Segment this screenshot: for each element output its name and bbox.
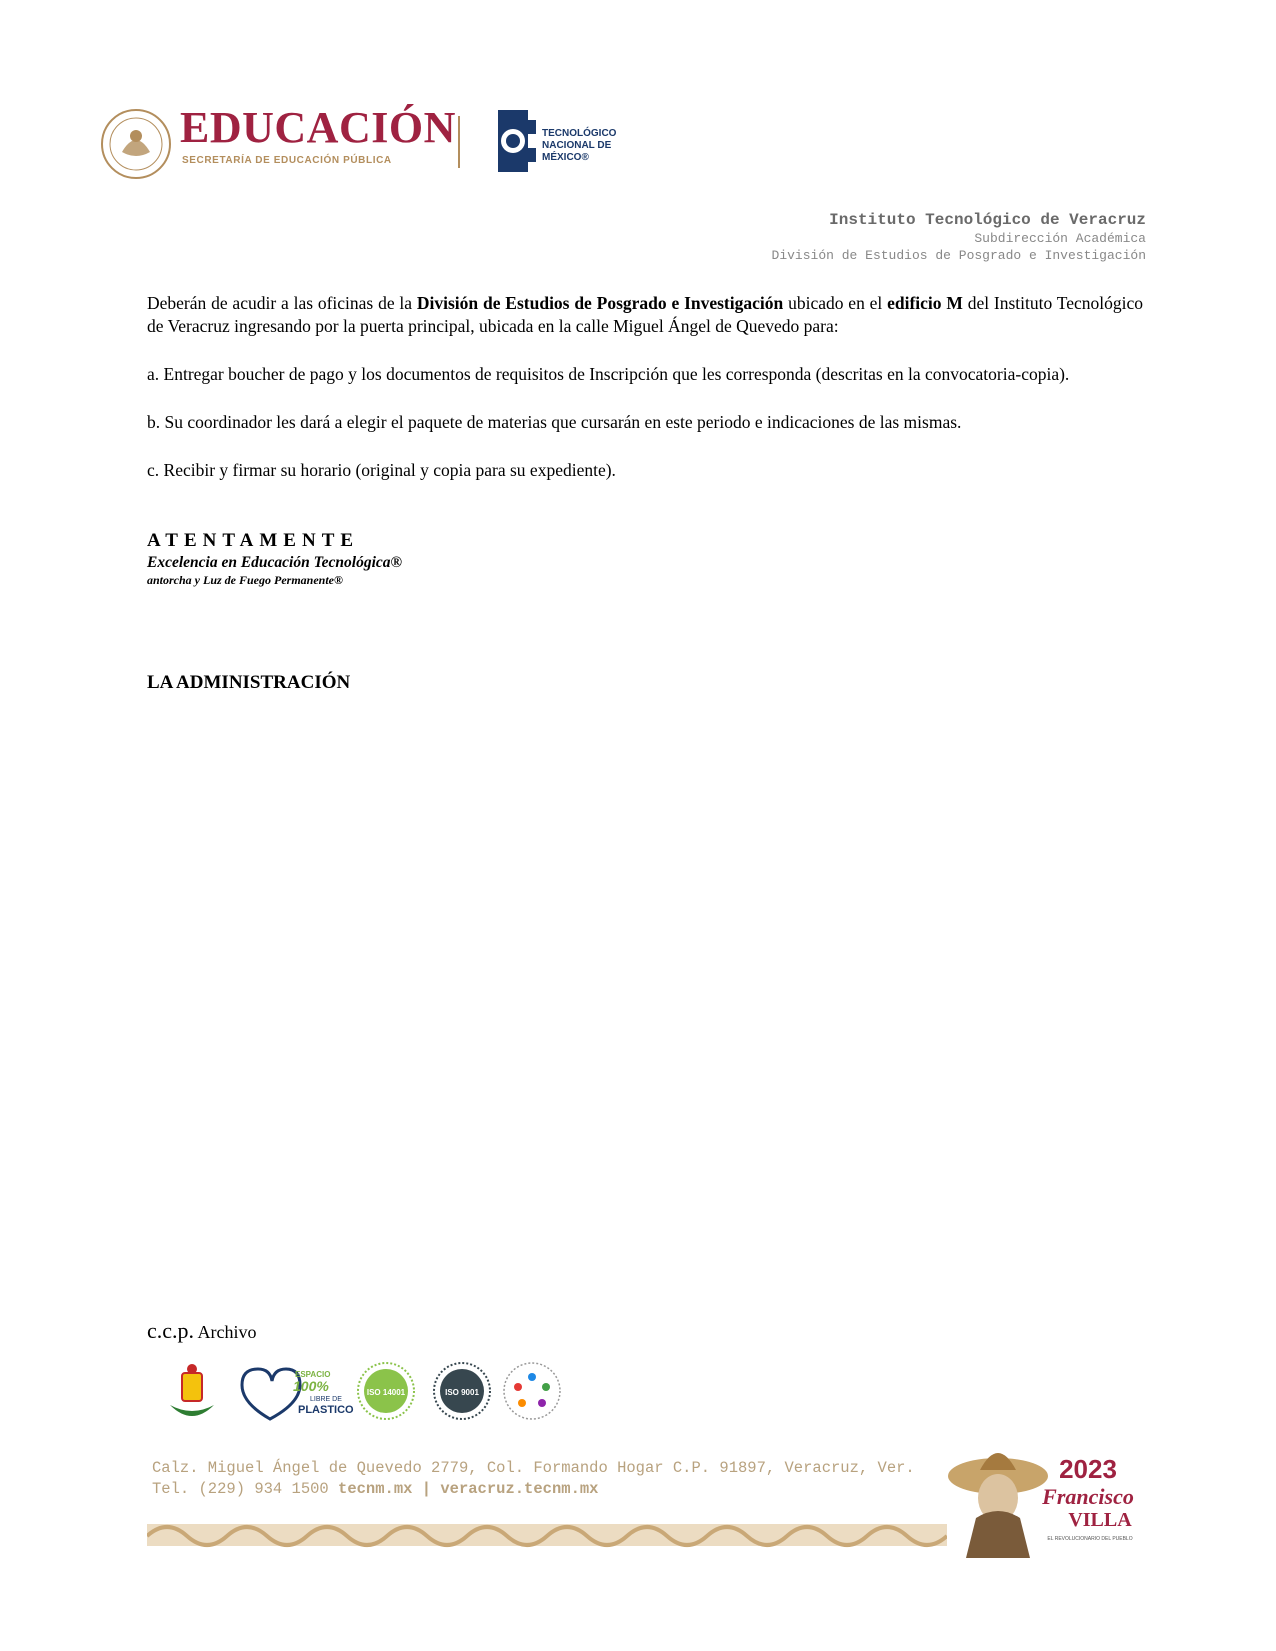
tecnm-gear-icon [488,106,538,176]
item-c: c. Recibir y firmar su horario (original y copia para su expediente). [147,460,616,480]
intro-text-2: ubicado en el [783,293,888,313]
footer-ornament-band [147,1508,947,1548]
cert2-line3: LIBRE DE [310,1396,342,1403]
certification-logos [160,1355,570,1427]
equality-icon [504,1363,560,1419]
intro-paragraph [147,292,1143,338]
villa-year: 2023 [1059,1454,1117,1484]
education-logo-word: EDUCACIÓN [180,103,456,152]
villa-name2: VILLA [1068,1509,1132,1531]
cert4-label: ISO 9001 [445,1388,479,1397]
plastic-free-icon [242,1369,354,1419]
ccp-label: c.c.p. [147,1318,195,1343]
intro-bold-division: División de Estudios de Posgrado e Investigación [416,293,784,313]
closing-motto-2: antorcha y Luz de Fuego Permanente® [147,573,343,587]
footer-web: tecnm.mx | veracruz.tecnm.mx [338,1480,599,1498]
education-logo-sub: SECRETARÍA DE EDUCACIÓN PÚBLICA [182,155,392,166]
ccp-value: Archivo [197,1322,257,1342]
cert2-line4: PLASTICO [298,1404,354,1416]
footer-address [152,1458,932,1500]
closing-atentamente: ATENTAMENTE [147,530,360,551]
closing-block [147,530,402,588]
institute-name: Instituto Tecnológico de Veracruz [829,211,1146,229]
tecnm-line1: TECNOLÓGICO [542,128,617,139]
iso-9001-icon [434,1363,490,1419]
footer-tel: Tel. (229) 934 1500 [152,1480,339,1498]
subdirection: Subdirección Académica [974,231,1146,246]
ccp-line [147,1318,257,1344]
letter-body [147,292,1143,482]
villa-sub: EL REVOLUCIONARIO DEL PUEBLO [1047,1536,1133,1542]
francisco-villa-2023-logo [940,1440,1150,1560]
cert2-line2: 100% [293,1378,329,1394]
item-b: b. Su coordinador les dará a elegir el paquete de materias que cursarán en este periodo e indicaciones de las mismas. [147,412,962,432]
tecnm-logo-text [542,128,660,164]
intro-text-3: del Instituto Tecnológico de Veracruz ingresando por la puerta principal, ubicada en la calle Miguel Ángel de Quevedo para: [147,293,1144,336]
tecnm-line2: NACIONAL DE MÉXICO® [542,140,612,163]
villa-name1: Francisco [1042,1484,1134,1509]
letterhead-right [772,211,1146,264]
closing-motto: Excelencia en Educación Tecnológica® [147,554,403,571]
ittv-shield-icon [170,1364,214,1416]
iso-14001-icon [358,1363,414,1419]
mexico-seal-icon [100,108,172,180]
division: División de Estudios de Posgrado e Investigación [771,248,1146,263]
footer-contact-line [152,1479,932,1500]
intro-bold-building: edificio M [887,293,963,313]
cert2-line1: ESPACIO [295,1370,331,1379]
cert3-label: ISO 14001 [366,1388,406,1397]
header-logos [100,100,660,180]
intro-text-1: Deberán de acudir a las oficinas de la [147,293,417,313]
header-divider [458,116,460,168]
signature-name: LA ADMINISTRACIÓN [147,672,351,693]
item-a: a. Entregar boucher de pago y los documentos de requisitos de Inscripción que les corresponda (descritas en la convocatoria-copia). [147,364,1070,384]
footer-address-line: Calz. Miguel Ángel de Quevedo 2779, Col. Formando Hogar C.P. 91897, Veracruz, Ver. [152,1459,915,1477]
